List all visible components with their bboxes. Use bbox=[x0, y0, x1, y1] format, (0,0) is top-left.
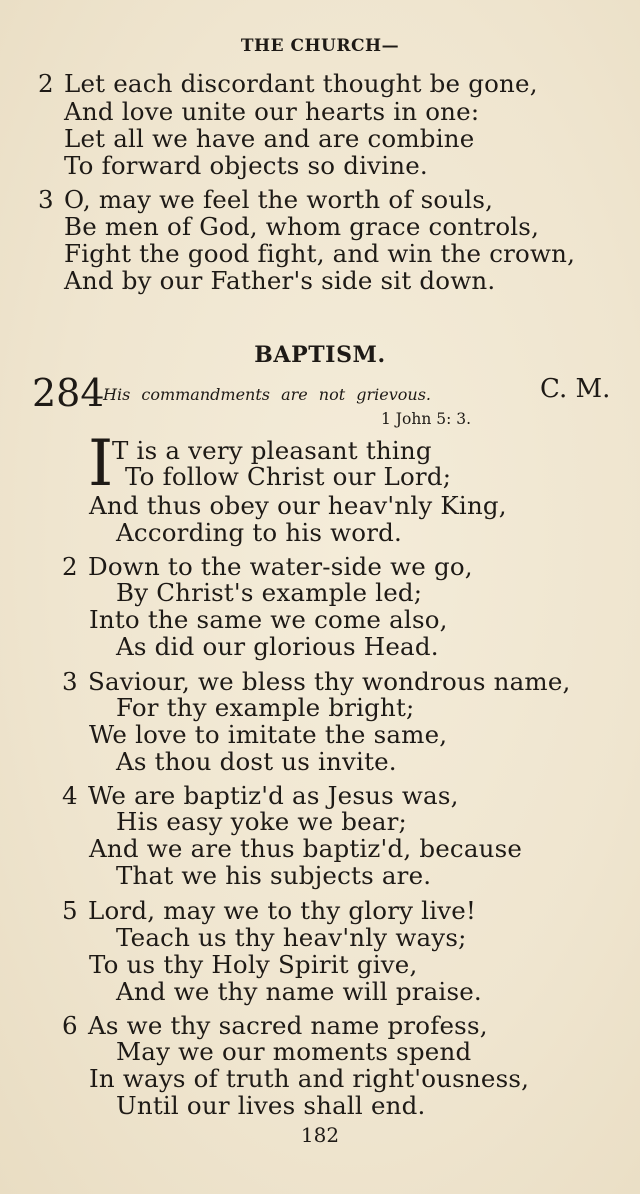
verse-line: By Christ's example led; bbox=[116, 578, 423, 607]
verse-line: 6 As we thy sacred name profess, bbox=[62, 1011, 488, 1040]
verse-line: To us thy Holy Spirit give, bbox=[89, 950, 418, 979]
drop-cap: I bbox=[88, 427, 114, 501]
verse-line: For thy example bright; bbox=[116, 693, 415, 722]
verse-line: We love to imitate the same, bbox=[89, 720, 448, 749]
verse-line: To forward objects so divine. bbox=[64, 151, 428, 180]
verse-line: 5 Lord, may we to thy glory live! bbox=[62, 896, 477, 925]
verse-number: 4 bbox=[62, 781, 78, 810]
section-heading: BAPTISM. bbox=[254, 342, 386, 368]
verse-line: And love unite our hearts in one: bbox=[64, 97, 480, 126]
verse-line: According to his word. bbox=[116, 518, 403, 547]
hymn-number: 284 bbox=[32, 371, 105, 415]
verse-number: 5 bbox=[62, 896, 78, 925]
verse-line: Into the same we come also, bbox=[89, 605, 448, 634]
verse-number: 2 bbox=[38, 69, 54, 98]
page-number: 182 bbox=[300, 1123, 340, 1147]
verse-line: 2 Down to the water-side we go, bbox=[62, 552, 473, 581]
verse-line: Teach us thy heav'nly ways; bbox=[116, 923, 467, 952]
verse-line: 4 We are baptiz'd as Jesus was, bbox=[62, 781, 459, 810]
hymn-meter: C. M. bbox=[540, 374, 611, 404]
verse-number: 3 bbox=[62, 667, 78, 696]
hymn-title: His commandments are not grievous. bbox=[103, 385, 432, 404]
verse-line: As thou dost us invite. bbox=[116, 747, 397, 776]
verse-line: As did our glorious Head. bbox=[116, 632, 439, 661]
verse-line: Fight the good fight, and win the crown, bbox=[64, 239, 576, 268]
verse-line: Let all we have and are combine bbox=[64, 124, 475, 153]
verse-line: And we are thus baptiz'd, because bbox=[89, 834, 523, 863]
running-head: THE CHURCH— bbox=[240, 36, 400, 56]
verse-line: Until our lives shall end. bbox=[116, 1091, 426, 1120]
verse-line: T is a very pleasant thing bbox=[112, 436, 432, 465]
verse-line: That we his subjects are. bbox=[116, 861, 432, 890]
verse-line: And we thy name will praise. bbox=[116, 977, 482, 1006]
verse-number: 6 bbox=[62, 1011, 78, 1040]
verse-line: And by our Father's side sit down. bbox=[64, 266, 496, 295]
verse-line: 3 O, may we feel the worth of souls, bbox=[38, 185, 494, 214]
verse-number: 2 bbox=[62, 552, 78, 581]
verse-line: 3 Saviour, we bless thy wondrous name, bbox=[62, 667, 571, 696]
verse-line: Be men of God, whom grace controls, bbox=[64, 212, 540, 241]
verse-line: And thus obey our heav'nly King, bbox=[89, 491, 507, 520]
verse-line: In ways of truth and right'ousness, bbox=[89, 1064, 530, 1093]
verse-number: 3 bbox=[38, 185, 54, 214]
verse-line: 2 Let each discordant thought be gone, bbox=[38, 69, 538, 98]
verse-line: May we our moments spend bbox=[116, 1037, 472, 1066]
verse-line: His easy yoke we bear; bbox=[116, 807, 408, 836]
verse-line: To follow Christ our Lord; bbox=[125, 462, 452, 491]
scripture-reference: 1 John 5: 3. bbox=[381, 410, 472, 428]
